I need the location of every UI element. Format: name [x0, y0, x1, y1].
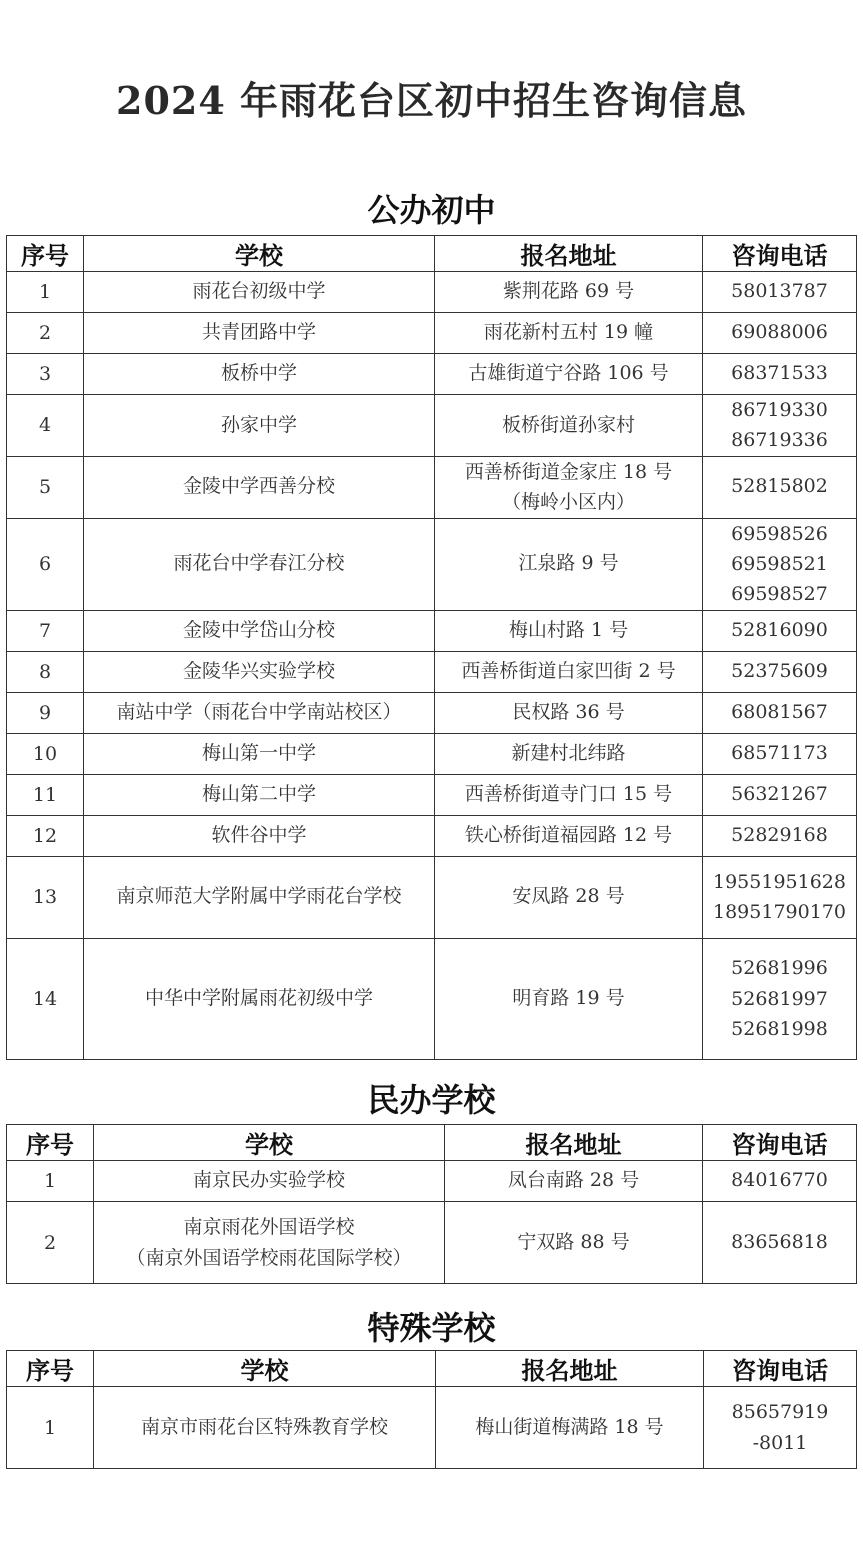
section-title-special: 特殊学校 — [367, 1309, 496, 1347]
cell-address — [445, 1161, 703, 1202]
cell-phone-line: 86719330 — [731, 399, 828, 421]
private-schools-table — [6, 1124, 857, 1284]
cell-school — [84, 313, 435, 354]
cell-school — [84, 272, 435, 313]
cell-phone — [703, 395, 857, 457]
table-header-row — [7, 236, 857, 272]
cell-school-line: 梅山第二中学 — [201, 782, 316, 805]
cell-phone-line: 69598521 — [731, 552, 828, 575]
cell-no: 11 — [7, 774, 84, 815]
cell-phone-line: 68081567 — [731, 700, 828, 723]
cell-school-line: 金陵中学西善分校 — [182, 475, 335, 498]
table-row — [7, 1161, 857, 1202]
cell-phone-line: 56321267 — [731, 782, 828, 805]
cell-phone — [703, 456, 857, 518]
cell-no: 4 — [7, 395, 84, 457]
cell-address — [435, 313, 703, 354]
cell-phone — [703, 1161, 857, 1202]
cell-no: 9 — [7, 692, 84, 733]
table-row — [7, 774, 857, 815]
cell-phone-line: 52681998 — [731, 1017, 828, 1040]
cell-address — [435, 518, 703, 610]
cell-no: 2 — [7, 1202, 94, 1284]
cell-phone — [703, 354, 857, 395]
cell-address — [435, 354, 703, 395]
cell-school-line: 孙家中学 — [220, 413, 297, 436]
cell-address-line: 新建村北纬路 — [511, 741, 626, 764]
cell-address — [435, 774, 703, 815]
cell-school — [94, 1161, 445, 1202]
header-no: 序号 — [7, 1125, 94, 1161]
table-row — [7, 692, 857, 733]
header-school: 学校 — [84, 236, 435, 272]
cell-phone-line: 52681997 — [731, 987, 828, 1010]
cell-address-line: 西善桥街道金家庄 18 号 — [464, 460, 673, 483]
header-phone: 咨询电话 — [703, 1125, 857, 1161]
cell-phone-line: 52815802 — [731, 475, 828, 498]
table-row — [7, 610, 857, 651]
cell-school-line: （南京外国语学校雨花国际学校） — [126, 1246, 412, 1269]
cell-address-line: 明育路 19 号 — [512, 986, 625, 1009]
table-row — [7, 395, 857, 457]
cell-address-line: 板桥街道孙家村 — [501, 413, 635, 436]
cell-school — [84, 354, 435, 395]
cell-school-line: 南京雨花外国语学校 — [183, 1216, 355, 1239]
cell-phone — [703, 938, 857, 1059]
cell-school — [84, 456, 435, 518]
cell-address-line: 凤台南路 28 号 — [507, 1169, 640, 1192]
cell-address-line: 古雄街道宁谷路 106 号 — [468, 362, 669, 385]
cell-no: 12 — [7, 815, 84, 856]
cell-address-line: 江泉路 9 号 — [518, 552, 619, 575]
cell-school-line: 雨花台中学春江分校 — [173, 552, 345, 575]
cell-school-line: 南京市雨花台区特殊教育学校 — [140, 1415, 388, 1438]
table-row — [7, 856, 857, 938]
cell-address — [435, 856, 703, 938]
cell-phone — [703, 733, 857, 774]
cell-no: 1 — [7, 272, 84, 313]
cell-phone — [704, 1387, 857, 1469]
table-row — [7, 1387, 857, 1469]
cell-no: 6 — [7, 518, 84, 610]
header-school: 学校 — [94, 1351, 436, 1387]
cell-address-line: 梅山村路 1 号 — [508, 618, 629, 641]
cell-school — [94, 1202, 445, 1284]
section-title-private: 民办学校 — [367, 1081, 496, 1119]
cell-phone — [703, 272, 857, 313]
cell-school-line: 梅山第一中学 — [201, 741, 316, 764]
cell-school-line: 金陵中学岱山分校 — [182, 618, 335, 641]
cell-phone-line: 52375609 — [731, 659, 828, 682]
cell-no: 10 — [7, 733, 84, 774]
table-row — [7, 938, 857, 1059]
cell-no: 7 — [7, 610, 84, 651]
cell-phone-line: 68571173 — [731, 741, 828, 764]
table-row — [7, 733, 857, 774]
cell-school — [84, 651, 435, 692]
table-row — [7, 815, 857, 856]
cell-phone-line: 68371533 — [731, 362, 828, 385]
cell-phone-line: 52816090 — [731, 618, 828, 641]
table-row — [7, 518, 857, 610]
cell-phone — [703, 856, 857, 938]
cell-phone-line: 85657919 — [731, 1401, 829, 1424]
cell-phone-line: 19551951628 — [713, 870, 846, 893]
cell-phone-line: 69088006 — [731, 321, 828, 344]
cell-address — [435, 651, 703, 692]
table-body — [7, 272, 857, 1060]
cell-school — [84, 856, 435, 938]
cell-school-line: 南京师范大学附属中学雨花台学校 — [116, 885, 402, 908]
cell-school — [84, 518, 435, 610]
cell-address — [435, 395, 703, 457]
cell-school-line: 雨花台初级中学 — [192, 280, 326, 303]
cell-phone — [703, 774, 857, 815]
cell-phone — [703, 651, 857, 692]
cell-address — [435, 456, 703, 518]
cell-no: 5 — [7, 456, 84, 518]
cell-no: 2 — [7, 313, 84, 354]
cell-address-line: 西善桥街道寺门口 15 号 — [464, 782, 673, 805]
page-title: 2024 年雨花台区初中招生咨询信息 — [116, 78, 747, 123]
cell-no: 13 — [7, 856, 84, 938]
header-address: 报名地址 — [435, 236, 703, 272]
header-phone: 咨询电话 — [704, 1351, 857, 1387]
cell-address — [435, 610, 703, 651]
cell-address — [435, 815, 703, 856]
table-row — [7, 272, 857, 313]
cell-address — [435, 692, 703, 733]
cell-address — [435, 938, 703, 1059]
cell-phone — [703, 692, 857, 733]
header-address: 报名地址 — [445, 1125, 703, 1161]
cell-school-line: 中华中学附属雨花初级中学 — [144, 986, 373, 1009]
cell-no: 14 — [7, 938, 84, 1059]
table-header-row — [7, 1351, 857, 1387]
cell-school-line: 共青团路中学 — [201, 321, 316, 344]
cell-address — [436, 1387, 704, 1469]
cell-address-line: 梅山街道梅满路 18 号 — [475, 1415, 664, 1438]
cell-address-line: 紫荆花路 69 号 — [502, 280, 635, 303]
cell-phone — [703, 313, 857, 354]
cell-school — [84, 774, 435, 815]
cell-no: 8 — [7, 651, 84, 692]
cell-no: 3 — [7, 354, 84, 395]
header-no: 序号 — [7, 1351, 94, 1387]
cell-phone — [703, 518, 857, 610]
cell-school-line: 南京民办实验学校 — [192, 1169, 345, 1192]
public-schools-table — [6, 235, 857, 1060]
table-row — [7, 456, 857, 518]
cell-phone-line: 52681996 — [731, 957, 828, 980]
cell-phone-line: 18951790170 — [713, 901, 846, 924]
table-body — [7, 1161, 857, 1284]
cell-school-line: 软件谷中学 — [211, 823, 307, 846]
cell-address-line: 铁心桥街道福园路 12 号 — [464, 823, 673, 846]
cell-school — [84, 815, 435, 856]
cell-address — [435, 733, 703, 774]
cell-phone — [703, 815, 857, 856]
cell-phone-line: 58013787 — [731, 280, 828, 303]
header-phone: 咨询电话 — [703, 236, 857, 272]
header-school: 学校 — [94, 1125, 445, 1161]
cell-phone — [703, 1202, 857, 1284]
cell-school — [84, 692, 435, 733]
section-title-public: 公办初中 — [367, 191, 496, 229]
cell-address — [445, 1202, 703, 1284]
cell-address-line: 西善桥街道白家凹街 2 号 — [461, 659, 676, 682]
cell-phone-line: -8011 — [752, 1431, 808, 1454]
cell-no: 1 — [7, 1387, 94, 1469]
cell-address-line: 宁双路 88 号 — [517, 1230, 630, 1253]
cell-no: 1 — [7, 1161, 94, 1202]
cell-school — [84, 733, 435, 774]
header-address: 报名地址 — [436, 1351, 704, 1387]
table-header-row — [7, 1125, 857, 1161]
cell-phone-line: 84016770 — [731, 1169, 828, 1192]
table-row — [7, 354, 857, 395]
cell-school-line: 金陵华兴实验学校 — [182, 659, 335, 682]
header-no: 序号 — [7, 236, 84, 272]
cell-school — [84, 938, 435, 1059]
cell-school-line: 板桥中学 — [220, 362, 297, 385]
table-body — [7, 1387, 857, 1469]
cell-address-line: 雨花新村五村 19 幢 — [483, 321, 654, 344]
cell-phone-line: 69598527 — [731, 583, 828, 606]
cell-address-line: 民权路 36 号 — [512, 700, 625, 723]
table-row — [7, 313, 857, 354]
cell-school — [84, 610, 435, 651]
cell-address-line: 安凤路 28 号 — [512, 885, 625, 908]
cell-address-line: （梅岭小区内） — [501, 491, 635, 514]
special-schools-table — [6, 1350, 857, 1469]
cell-phone-line: 83656818 — [731, 1230, 828, 1253]
cell-address — [435, 272, 703, 313]
cell-school — [84, 395, 435, 457]
cell-phone — [703, 610, 857, 651]
cell-school-line: 南站中学（雨花台中学南站校区） — [116, 700, 402, 723]
table-row — [7, 1202, 857, 1284]
cell-school — [94, 1387, 436, 1469]
cell-phone-line: 86719336 — [731, 429, 828, 452]
table-row — [7, 651, 857, 692]
cell-phone-line: 69598526 — [731, 522, 828, 545]
cell-phone-line: 52829168 — [731, 823, 828, 846]
